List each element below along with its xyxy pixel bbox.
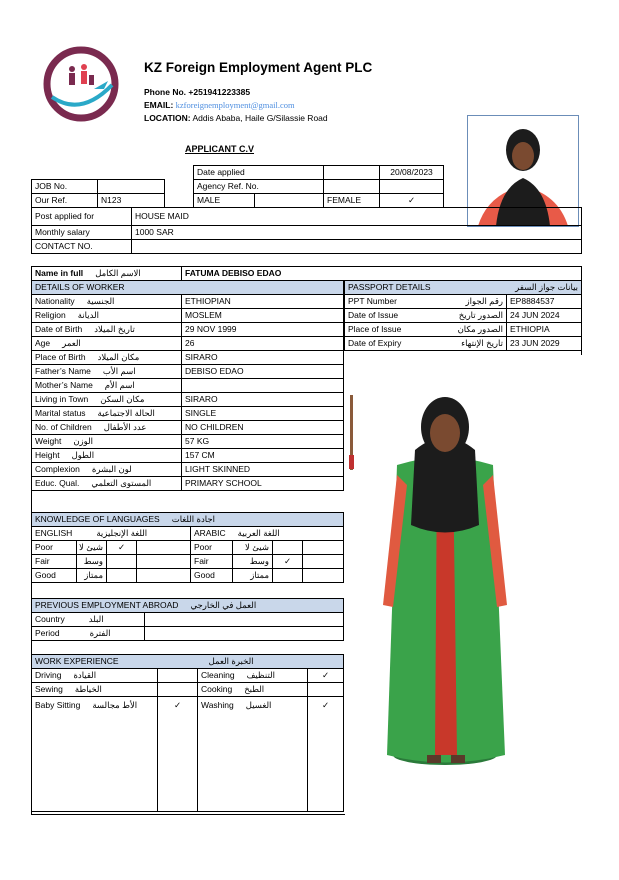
country-label-ar: البلد [88,614,104,624]
language-level-row [32,569,344,583]
arabic-level-ar: شيئ لا [233,541,273,555]
details-value: PRIMARY SCHOOL [182,477,344,491]
details-value: 57 KG [182,435,344,449]
skill-check [158,669,198,683]
details-value: SIRARO [182,393,344,407]
contact-value [132,240,582,254]
skill-label: Cooking [201,684,233,694]
country-value [145,613,344,627]
english-label: ENGLISH [35,528,73,538]
email-label: EMAIL: [144,100,174,110]
experience-row [32,669,344,683]
location-label: LOCATION: [144,113,191,123]
female-check: ✓ [380,194,444,208]
skill-label: Cleaning [201,670,235,680]
arabic-level-label: Poor [191,541,233,555]
details-table [31,280,344,491]
details-label-ar: تاريخ الميلاد [94,324,135,334]
details-value: LIGHT SKINNED [182,463,344,477]
experience-table [31,654,344,812]
arabic-label-ar: اللغة العربية [237,528,280,538]
details-label: Religion [35,310,66,320]
details-row [32,393,344,407]
english-level-ar: ممتاز [77,569,107,583]
details-value: 157 CM [182,449,344,463]
passport-label: Date of Issue [348,310,399,320]
salary-value: 1000 SAR [132,226,582,240]
details-value: 29 NOV 1999 [182,323,344,337]
name-value: FATUMA DEBISO EDAO [185,268,282,278]
details-label-ar: الديانة [77,310,100,320]
details-label-ar: الطول [71,450,95,460]
skill-label-ar: القيادة [73,670,97,680]
details-label: No. of Children [35,422,92,432]
languages-table [31,512,344,583]
passport-label: Date of Expiry [348,338,402,348]
arabic-label: ARABIC [194,528,226,538]
passport-label-ar: الصدور مكان [457,324,503,334]
english-level-ar: وسط [77,555,107,569]
details-label: Height [35,450,60,460]
details-heading: DETAILS OF WORKER [32,281,344,295]
cv-title: APPLICANT C.V [185,144,255,154]
skill-label: Baby Sitting [35,700,81,710]
details-label-ar: مكان السكن [100,394,145,404]
passport-label-ar: تاريخ الإنتهاء [461,338,503,348]
passport-value: 23 JUN 2029 [507,337,582,351]
details-row [32,463,344,477]
arabic-level-check [273,569,303,583]
passport-heading-ar: بيانات جواز السفر [515,282,578,292]
post-label: Post applied for [32,208,132,226]
details-value [182,379,344,393]
details-label-ar: المستوى التعلمي [91,478,152,488]
details-row [32,337,344,351]
details-value: MOSLEM [182,309,344,323]
name-table [31,266,582,281]
location-value: Addis Ababa, Haile G/Silassie Road [192,113,328,123]
details-row [32,435,344,449]
details-label: Place of Birth [35,352,86,362]
details-label-ar: مكان الميلاد [97,352,140,362]
skill-check: ✓ [308,669,344,683]
experience-row [32,683,344,697]
salary-label: Monthly salary [32,226,132,240]
date-applied-label: Date applied [194,166,324,180]
skill-label-ar: الغسيل [245,700,272,710]
passport-value: ETHIOPIA [507,323,582,337]
skill-label: Driving [35,670,62,680]
details-row [32,309,344,323]
company-name: KZ Foreign Employment Agent PLC [144,60,373,75]
details-label-ar: عدد الأطفال [103,422,147,432]
job-no-label: JOB No. [32,180,98,194]
details-value: DEBISO EDAO [182,365,344,379]
previous-heading-ar: العمل في الخارجي [190,600,257,610]
name-label-ar: الاسم الكامل [95,268,141,278]
period-label: Period [35,628,60,638]
job-no-value [98,180,165,194]
passport-value: EP8884537 [507,295,582,309]
english-label-ar: اللغة الإنجليزية [96,528,148,538]
period-value [145,627,344,641]
details-value: SINGLE [182,407,344,421]
details-label: Mother’s Name [35,380,93,390]
details-label: Date of Birth [35,324,83,334]
arabic-level-ar: وسط [233,555,273,569]
header-table [31,165,444,208]
company-logo [42,45,120,123]
details-row [32,379,344,393]
male-label: MALE [194,194,255,208]
country-label: Country [35,614,65,624]
contact-label: CONTACT NO. [32,240,132,254]
arabic-level-check: ✓ [273,555,303,569]
details-label: Complexion [35,464,80,474]
details-label: Age [35,338,51,348]
passport-row [345,295,582,309]
english-level-check: ✓ [107,541,137,555]
skill-check [308,683,344,697]
arabic-level-label: Fair [191,555,233,569]
details-label: Marital status [35,408,86,418]
details-label-ar: العمر [62,338,81,348]
details-value: ETHIOPIAN [182,295,344,309]
details-label: Weight [35,436,62,446]
skill-check: ✓ [158,697,198,812]
details-label-ar: الحالة الاجتماعية [97,408,155,418]
details-row [32,477,344,491]
details-label: Father’s Name [35,366,91,376]
details-value: NO CHILDREN [182,421,344,435]
details-row [32,407,344,421]
phone-line [144,87,250,97]
details-label: Nationality [35,296,75,306]
language-level-row [32,555,344,569]
english-level-ar: شيئ لا [77,541,107,555]
passport-label: PPT Number [348,296,397,306]
arabic-level-label: Good [191,569,233,583]
our-ref-label: Our Ref. [32,194,98,208]
english-level-label: Fair [32,555,77,569]
passport-label-ar: الصدور تاريخ [458,310,503,320]
details-label-ar: الجنسية [86,296,115,306]
english-level-label: Good [32,569,77,583]
date-applied-value: 20/08/2023 [380,166,444,180]
languages-heading-ar: اجادة اللغات [171,514,215,524]
applicant-photo-full [345,355,582,815]
phone-label: Phone No. [144,87,187,97]
english-level-check [107,569,137,583]
name-label: Name in full [35,268,84,278]
email-line [144,100,295,110]
arabic-level-ar: ممتاز [233,569,273,583]
details-row [32,449,344,463]
details-value: 26 [182,337,344,351]
passport-label: Place of Issue [348,324,402,334]
details-label: Educ. Qual. [35,478,80,488]
arabic-level-check [273,541,303,555]
email-link[interactable]: kzforeignemployment@gmail.com [175,100,295,110]
location-line [144,113,328,123]
post-table [31,207,582,254]
skill-label: Washing [201,700,234,710]
details-row [32,365,344,379]
skill-label-ar: الأط مجالسة [92,700,138,710]
skill-label-ar: الخياطة [74,684,102,694]
details-label-ar: لون البشرة [91,464,132,474]
details-label-ar: الوزن [73,436,94,446]
skill-label-ar: التنظيف [246,670,275,680]
english-level-check [107,555,137,569]
details-row [32,295,344,309]
experience-row [32,697,344,812]
experience-heading: WORK EXPERIENCE [35,656,119,666]
details-value: SIRARO [182,351,344,365]
passport-heading: PASSPORT DETAILS [348,282,431,292]
passport-row [345,323,582,337]
details-row [32,351,344,365]
skill-label: Sewing [35,684,63,694]
previous-table [31,598,344,641]
skill-label-ar: الطبخ [244,684,265,694]
details-row [32,421,344,435]
previous-heading: PREVIOUS EMPLOYMENT ABROAD [35,600,179,610]
skill-check: ✓ [308,697,344,812]
our-ref-value: N123 [98,194,165,208]
post-value: HOUSE MAID [132,208,582,226]
details-label: Living in Town [35,394,89,404]
agency-ref-label: Agency Ref. No. [194,180,324,194]
phone-value: +251941223385 [188,87,251,97]
details-label-ar: اسم الأب [102,366,136,376]
passport-row [345,337,582,351]
details-row [32,323,344,337]
skill-check [158,683,198,697]
details-label-ar: اسم الأم [104,380,135,390]
english-level-label: Poor [32,541,77,555]
languages-heading: KNOWLEDGE OF LANGUAGES [35,514,160,524]
passport-row [345,309,582,323]
passport-label-ar: رقم الجواز [465,296,503,306]
passport-value: 24 JUN 2024 [507,309,582,323]
passport-table [344,280,582,351]
female-label: FEMALE [324,194,380,208]
experience-heading-ar: الخبرة العمل [208,656,254,666]
period-label-ar: الفترة [89,628,111,638]
language-level-row [32,541,344,555]
